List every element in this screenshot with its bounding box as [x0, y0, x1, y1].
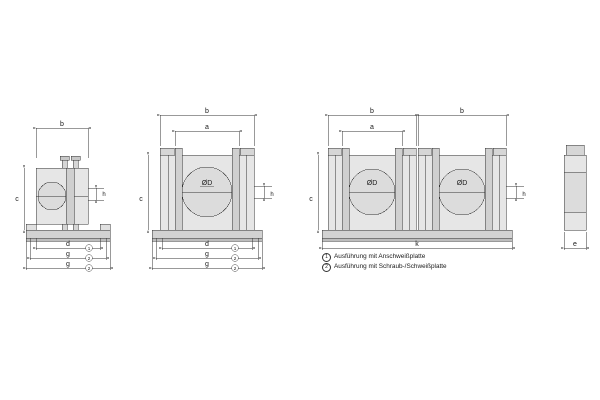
- label-bore-left-view3: ØD: [366, 180, 378, 187]
- label-g-view2: g: [205, 251, 209, 258]
- label-c-view2: c: [139, 196, 143, 203]
- label-h-view3: h: [522, 192, 526, 198]
- label-g-view1: g: [66, 251, 70, 258]
- label-a-view3: a: [370, 124, 374, 131]
- view-double-front: [318, 115, 524, 250]
- label-e-view4: e: [573, 241, 577, 248]
- view-single-front: [148, 115, 272, 270]
- label-d-view2: d: [205, 241, 209, 248]
- legend-marker-2-icon: 2: [322, 263, 331, 272]
- marker-2b-view2: 2: [233, 266, 237, 271]
- marker-2b-view1: 2: [87, 266, 91, 271]
- label-h-view1: h: [102, 192, 106, 198]
- label-b-left-view3: b: [370, 108, 374, 115]
- legend-marker-1-icon: 1: [322, 253, 331, 262]
- label-c-view3: c: [309, 196, 313, 203]
- label-g2-view1: g: [66, 261, 70, 268]
- marker-1-view1: 1: [87, 246, 91, 251]
- legend-text-1: Ausführung mit Anschweißplatte: [334, 253, 426, 260]
- label-bore-right-view3: ØD: [456, 180, 468, 187]
- view-end: [564, 145, 586, 250]
- view-single-side: [24, 128, 110, 270]
- label-d-view1: d: [66, 241, 70, 248]
- label-c-view1: c: [15, 196, 19, 203]
- legend-item-2: [322, 262, 562, 272]
- label-b-view1: b: [60, 121, 64, 128]
- legend-text-2: Ausführung mit Schraub-/Schweißplatte: [334, 263, 447, 270]
- marker-2-view1: 2: [87, 256, 91, 261]
- label-b-view2: b: [205, 108, 209, 115]
- legend: [322, 252, 562, 272]
- label-h-view2: h: [270, 192, 274, 198]
- label-g2-view2: g: [205, 261, 209, 268]
- label-a-view2: a: [205, 124, 209, 131]
- label-b-right-view3: b: [460, 108, 464, 115]
- label-k-view3: k: [415, 241, 419, 248]
- label-bore-view2: ØD: [201, 180, 213, 187]
- marker-1-view2: 1: [233, 246, 237, 251]
- legend-item-1: [322, 252, 562, 262]
- marker-2-view2: 2: [233, 256, 237, 261]
